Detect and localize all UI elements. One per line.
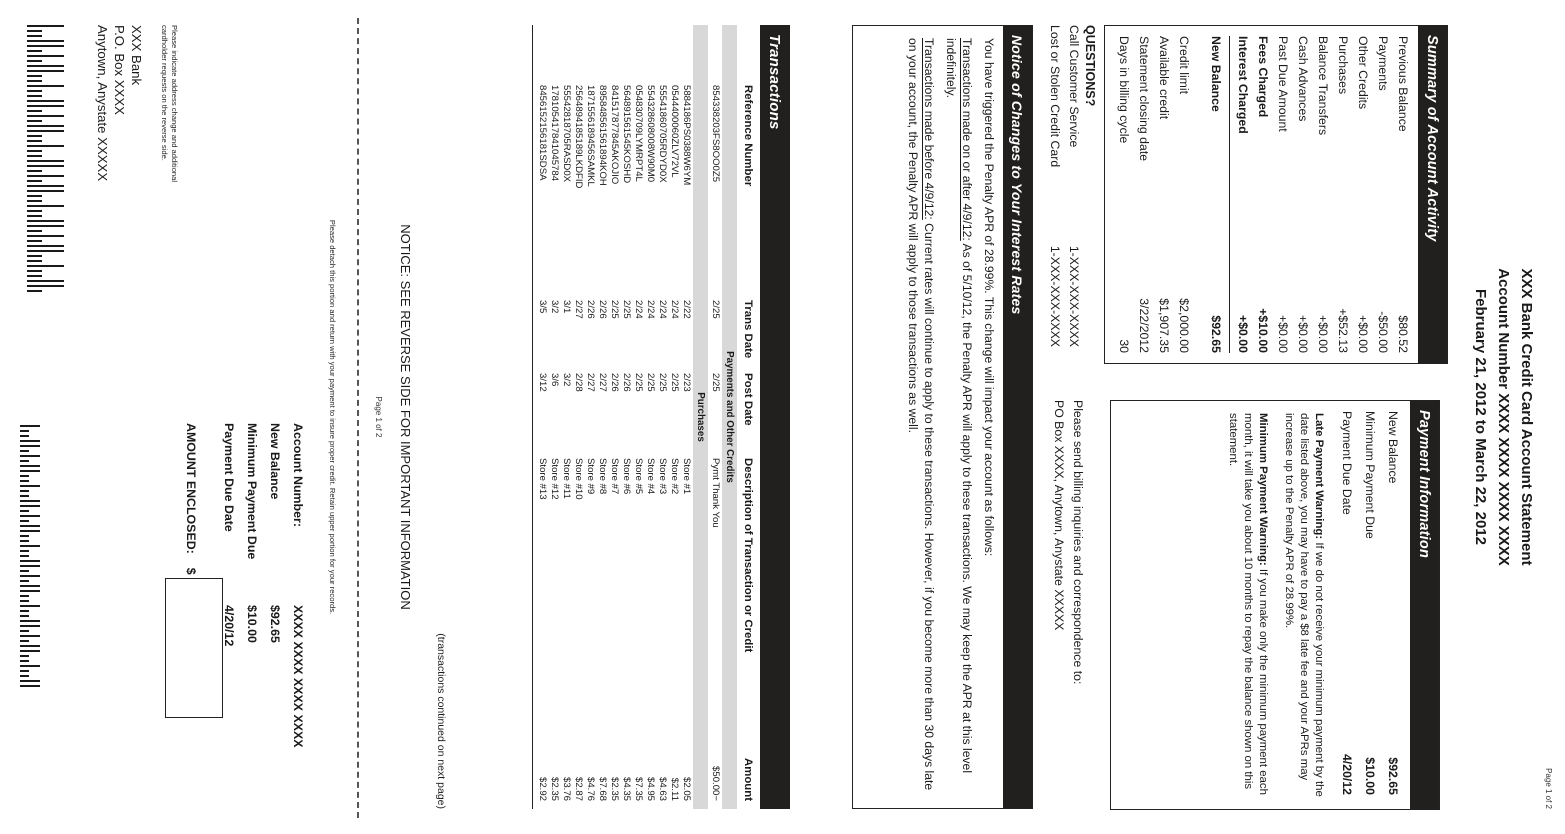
- summary-secondary-value: 3/22/2012: [1137, 298, 1151, 353]
- transaction-trans: 2/25: [621, 300, 632, 319]
- minimum-payment-warning: [1225, 401, 1270, 809]
- transaction-desc: Store #7: [609, 458, 620, 495]
- summary-secondary-label: Available credit: [1157, 36, 1171, 120]
- summary-secondary-value: 30: [1117, 339, 1131, 353]
- remit-bank-name: XXX Bank: [129, 25, 144, 86]
- transaction-ref: 895848561561894KOH: [597, 85, 608, 186]
- transaction-trans: 3/1: [561, 300, 572, 314]
- payment-info-rows: [1335, 401, 1410, 809]
- remit-city-state: Anytown, Anystate XXXXX: [95, 25, 110, 182]
- notice-paragraph-2-lead: Transactions made on or after 4/9/12:: [960, 38, 974, 241]
- transaction-row: [584, 85, 596, 801]
- address-change-note-line1: Please indicate address change and additional: [170, 25, 179, 183]
- transaction-desc: Store #12: [549, 458, 560, 500]
- transaction-amt: $2.35: [609, 776, 620, 801]
- postal-barcode-left: [27, 25, 65, 295]
- summary-value: +$0.00: [1356, 315, 1370, 353]
- perforation-dashed-line: [357, 18, 359, 818]
- summary-of-account-activity-box: [1104, 25, 1448, 364]
- billing-inquiries-block: [1049, 400, 1087, 810]
- transaction-trans: 2/24: [633, 300, 644, 319]
- transactions-subheader: Purchases: [693, 25, 708, 809]
- summary-secondary-value: $2,000.00: [1177, 298, 1191, 353]
- summary-secondary-rows: [1114, 26, 1194, 363]
- postal-barcode-right: [20, 425, 41, 690]
- notice-paragraph-3-text: Current rates will continue to apply to these transactions. However, if you become more than 30 days late on your account, the Penalty APR will apply to those transactions as well.: [906, 38, 936, 791]
- transaction-post: 2/25: [710, 373, 721, 392]
- transactions-body: [532, 25, 737, 809]
- summary-row: [1313, 26, 1333, 363]
- transaction-desc: Store #4: [645, 458, 656, 495]
- summary-label: Balance Transfers: [1316, 36, 1330, 136]
- late-payment-warning-lead: Late Payment Warning:: [1313, 413, 1325, 540]
- transaction-desc: Store #6: [621, 458, 632, 495]
- transaction-amt: $2.92: [537, 776, 548, 801]
- transaction-post: 2/25: [633, 373, 644, 392]
- notice-paragraph-3: [905, 26, 943, 808]
- page-number-middle: Page 1 of 2: [374, 396, 383, 438]
- transaction-desc: Store #9: [585, 458, 596, 495]
- transaction-row: [668, 85, 680, 801]
- transaction-trans: 2/26: [585, 300, 596, 319]
- summary-secondary-label: Days in billing cycle: [1117, 36, 1131, 144]
- transaction-row: [572, 85, 584, 801]
- transaction-amt: $7.68: [597, 776, 608, 801]
- address-change-note-line2: cardholder requests on the reverse side.: [160, 25, 169, 161]
- remit-po-box: P.O. Box XXXX: [112, 25, 127, 115]
- minimum-payment-warning-text: If you make only the minimum payment each month, it will take you about 10 months to repay the balance shown on this statement.: [1227, 413, 1269, 795]
- transaction-row: [656, 85, 668, 801]
- transaction-amt: $2.87: [573, 776, 584, 801]
- lost-stolen-row: [1045, 25, 1064, 347]
- payment-info-label: Payment Due Date: [1340, 411, 1354, 515]
- summary-value: -$50.00: [1376, 311, 1390, 353]
- transaction-ref: 054830709LYMRPT4L: [633, 85, 644, 182]
- bank-title: XXX Bank Credit Card Account Statement: [1518, 268, 1535, 566]
- summary-new-balance-row: [1206, 26, 1226, 363]
- transaction-desc: Pymt Thank You: [710, 458, 721, 528]
- summary-row: [1353, 26, 1373, 363]
- currency-symbol: $: [184, 567, 198, 575]
- transaction-desc: Store #11: [561, 458, 572, 499]
- col-trans-date: Trans Date: [742, 300, 754, 359]
- col-post-date: Post Date: [742, 373, 754, 426]
- coupon-label: Payment Due Date: [222, 423, 236, 532]
- summary-row: [1333, 26, 1353, 363]
- col-description: Description of Transaction or Credit: [742, 458, 754, 653]
- transaction-desc: Store #3: [657, 458, 668, 495]
- statement-header: [1469, 0, 1538, 834]
- payment-info-row: [1335, 401, 1358, 809]
- reverse-side-notice: NOTICE: SEE REVERSE SIDE FOR IMPORTANT INFORMATION: [398, 224, 413, 610]
- transaction-post: 2/23: [681, 373, 692, 392]
- transaction-trans: 3/5: [537, 300, 548, 314]
- transaction-amt: $2.11: [669, 777, 680, 801]
- transaction-trans: 2/24: [657, 300, 668, 319]
- transaction-ref: 841517877845AKOJIO: [609, 85, 620, 185]
- transaction-row: [608, 85, 620, 801]
- summary-row: [1293, 26, 1313, 363]
- transaction-row: [596, 85, 608, 801]
- transaction-post: 2/26: [621, 373, 632, 392]
- customer-service-number: 1-XXX-XXX-XXXX: [1067, 245, 1081, 347]
- statement-period: February 21, 2012 to March 22, 2012: [1472, 289, 1489, 545]
- payment-info-row: [1381, 401, 1404, 809]
- transaction-desc: Store #2: [669, 458, 680, 495]
- summary-banner: Summary of Account Activity: [1418, 26, 1447, 363]
- customer-service-label: Call Customer Service: [1067, 25, 1081, 148]
- summary-row: [1233, 26, 1253, 363]
- detach-instruction: Please detach this portion and return with your payment to insure proper credit. Retain upper portion for your records.: [328, 219, 337, 615]
- summary-label: Cash Advances: [1296, 36, 1310, 122]
- transaction-amt: $4.63: [657, 776, 668, 801]
- transaction-ref: 55541860705RDYD0X: [657, 85, 668, 183]
- questions-title: QUESTIONS?: [1083, 25, 1097, 107]
- transaction-trans: 3/2: [549, 300, 560, 314]
- payment-info-value: $92.65: [1386, 757, 1400, 795]
- col-amount: Amount: [742, 757, 754, 801]
- transaction-ref: 2564894185189LKDFID: [573, 85, 584, 189]
- billing-inquiries-line2: PO Box XXXX, Anytown, Anystate XXXXX: [1052, 400, 1066, 631]
- coupon-label: New Balance: [268, 423, 282, 500]
- coupon-row: [240, 423, 263, 813]
- summary-divider: [1229, 36, 1230, 353]
- questions-block: [1045, 25, 1097, 347]
- transactions-header-row: [738, 25, 760, 809]
- summary-label: Purchases: [1336, 36, 1350, 95]
- transaction-ref: 854338203FS8OO0Z5: [710, 85, 721, 183]
- notice-paragraph-1: You have triggered the Penalty APR of 28.99%. This change will impact your account as follows:: [982, 38, 996, 557]
- summary-row: [1253, 26, 1273, 363]
- transaction-ref: 554328608008W90M0: [645, 85, 656, 183]
- transaction-amt: $4.35: [621, 776, 632, 801]
- transaction-row: [560, 85, 572, 801]
- transaction-post: 2/25: [657, 373, 668, 392]
- coupon-value: $10.00: [245, 605, 259, 643]
- transaction-ref: 0544400060ZLV72VL: [669, 85, 680, 178]
- summary-secondary-row: [1134, 26, 1154, 363]
- summary-row: [1273, 26, 1293, 363]
- coupon-label: Account Number:: [291, 423, 305, 527]
- summary-label: Previous Balance: [1396, 36, 1410, 132]
- transaction-desc: Store #5: [633, 458, 644, 495]
- transaction-trans: 2/25: [710, 300, 721, 319]
- transaction-amt: $50.00−: [710, 766, 721, 801]
- summary-value: +$52.13: [1336, 308, 1350, 353]
- transactions-continued-note: (transactions continued on next page): [435, 633, 447, 809]
- summary-secondary-row: [1174, 26, 1194, 363]
- transactions-section: [532, 25, 790, 809]
- summary-secondary-label: Statement closing date: [1137, 36, 1151, 162]
- notice-paragraph-2: [943, 26, 981, 808]
- page-number-top: Page 1 of 2: [1544, 768, 1553, 809]
- transaction-ref: 564891561545KOSHD: [621, 85, 632, 184]
- transaction-post: 3/2: [561, 373, 572, 387]
- transactions-rows: [536, 25, 692, 809]
- transaction-trans: 2/22: [681, 300, 692, 319]
- transaction-post: 2/27: [597, 373, 608, 392]
- billing-inquiries-line1: Please send billing inquiries and correspondence to:: [1071, 400, 1085, 685]
- transaction-ref: 5884186PS0388W6YM: [681, 85, 692, 186]
- coupon-row: [263, 423, 286, 813]
- address-change-note: [159, 25, 179, 182]
- coupon-value: 4/20/12: [222, 605, 236, 647]
- transaction-post: 2/26: [609, 373, 620, 392]
- coupon-value: XXXX XXXX XXXX XXXX: [291, 605, 305, 748]
- payment-information-box: [1110, 400, 1440, 810]
- minimum-payment-warning-lead: Minimum Payment Warning:: [1257, 413, 1269, 566]
- transaction-ref: 178105417841045784: [549, 85, 560, 182]
- summary-rows: [1233, 26, 1418, 363]
- coupon-rows: [217, 423, 309, 813]
- payment-info-value: $10.00: [1363, 757, 1377, 795]
- transaction-amt: $2.35: [549, 776, 560, 801]
- transaction-post: 3/12: [537, 373, 548, 392]
- transaction-row: [644, 85, 656, 801]
- transaction-amt: $7.35: [633, 776, 644, 801]
- transaction-trans: 2/26: [597, 300, 608, 319]
- summary-value: $80.52: [1396, 315, 1410, 353]
- summary-row: [1393, 26, 1413, 363]
- late-payment-warning: [1281, 401, 1326, 809]
- transaction-ref: 1871556189456SAMKL: [585, 85, 596, 187]
- transaction-post: 2/25: [645, 373, 656, 392]
- summary-label: Past Due Amount: [1276, 36, 1290, 132]
- summary-value: +$0.00: [1316, 315, 1330, 353]
- summary-value: +$0.00: [1236, 315, 1250, 353]
- coupon-value: $92.65: [268, 605, 282, 643]
- summary-label: Payments: [1376, 36, 1390, 91]
- lost-stolen-number: 1-XXX-XXX-XXXX: [1048, 245, 1062, 347]
- transaction-ref: 8456152156181SDSA: [537, 85, 548, 181]
- transaction-trans: 2/27: [573, 300, 584, 319]
- transaction-trans: 2/24: [645, 300, 656, 319]
- notice-of-changes-box: [852, 25, 1033, 809]
- summary-new-balance-value: $92.65: [1209, 315, 1223, 353]
- notice-paragraph-2-text: As of 5/10/12, the Penalty APR will apply to these transactions. We may keep the APR at this level indefinitely.: [944, 38, 974, 774]
- transaction-amt: $4.76: [585, 776, 596, 801]
- late-payment-warning-text: If we do not receive your minimum payment by the date listed above, you may have to pay a $8 late fee and your APRs may increase up to the Penalty APR of 28.99%.: [1283, 413, 1325, 797]
- summary-label: Interest Charged: [1236, 36, 1250, 134]
- payment-info-value: 4/20/12: [1340, 753, 1354, 795]
- col-reference-number: Reference Number: [742, 85, 754, 187]
- notice-banner: Notice of Changes to Your Interest Rates: [1003, 26, 1032, 808]
- transaction-row: [620, 85, 632, 801]
- transaction-amt: $3.76: [561, 776, 572, 801]
- transaction-trans: 2/24: [669, 300, 680, 319]
- transaction-row: [632, 85, 644, 801]
- coupon-row: [286, 423, 309, 813]
- remittance-address: [94, 25, 145, 181]
- account-number-line: Account Number XXXX XXXX XXXX XXXX: [1495, 268, 1512, 566]
- coupon-label: Minimum Payment Due: [245, 423, 259, 560]
- transaction-amt: $4.95: [645, 776, 656, 801]
- transaction-row: [536, 85, 548, 801]
- summary-value: +$0.00: [1276, 315, 1290, 353]
- notice-paragraph-3-lead: Transactions made before 4/9/12:: [922, 38, 936, 220]
- transaction-post: 3/6: [549, 373, 560, 387]
- summary-value: +$0.00: [1296, 315, 1310, 353]
- transaction-post: 2/27: [585, 373, 596, 392]
- transaction-ref: 55542818705RASD0X: [561, 85, 572, 183]
- transaction-row: [680, 85, 692, 801]
- transaction-post: 2/28: [573, 373, 584, 392]
- transaction-desc: Store #8: [597, 458, 608, 495]
- summary-value: +$10.00: [1256, 308, 1270, 353]
- transactions-subheader: Payments and Other Credits: [722, 25, 737, 809]
- summary-label: Other Credits: [1356, 36, 1370, 110]
- payment-info-label: New Balance: [1386, 411, 1400, 484]
- summary-row: [1373, 26, 1393, 363]
- transaction-row: [548, 85, 560, 801]
- transaction-trans: 2/25: [609, 300, 620, 319]
- summary-secondary-row: [1114, 26, 1134, 363]
- summary-secondary-value: $1,907.35: [1157, 298, 1171, 353]
- amount-enclosed-box: [165, 578, 223, 718]
- transaction-row: [709, 85, 721, 801]
- transaction-amt: $2.05: [681, 776, 692, 801]
- amount-enclosed-label: AMOUNT ENCLOSED:: [184, 423, 198, 554]
- payment-info-label: Minimum Payment Due: [1363, 411, 1377, 539]
- transactions-rows: [709, 25, 721, 809]
- transactions-banner: Transactions: [760, 25, 790, 809]
- summary-secondary-row: [1154, 26, 1174, 363]
- summary-secondary-label: Credit limit: [1177, 36, 1191, 95]
- lost-stolen-label: Lost or Stolen Credit Card: [1048, 25, 1062, 168]
- transaction-desc: Store #10: [573, 458, 584, 500]
- summary-new-balance-label: New Balance: [1209, 36, 1223, 112]
- customer-service-row: [1064, 25, 1083, 347]
- transaction-desc: Store #13: [537, 458, 548, 500]
- payment-info-banner: Payment Information: [1410, 401, 1439, 809]
- payment-info-row: [1358, 401, 1381, 809]
- transaction-desc: Store #1: [681, 458, 692, 495]
- transaction-post: 2/25: [669, 373, 680, 392]
- summary-label: Fees Charged: [1256, 36, 1270, 118]
